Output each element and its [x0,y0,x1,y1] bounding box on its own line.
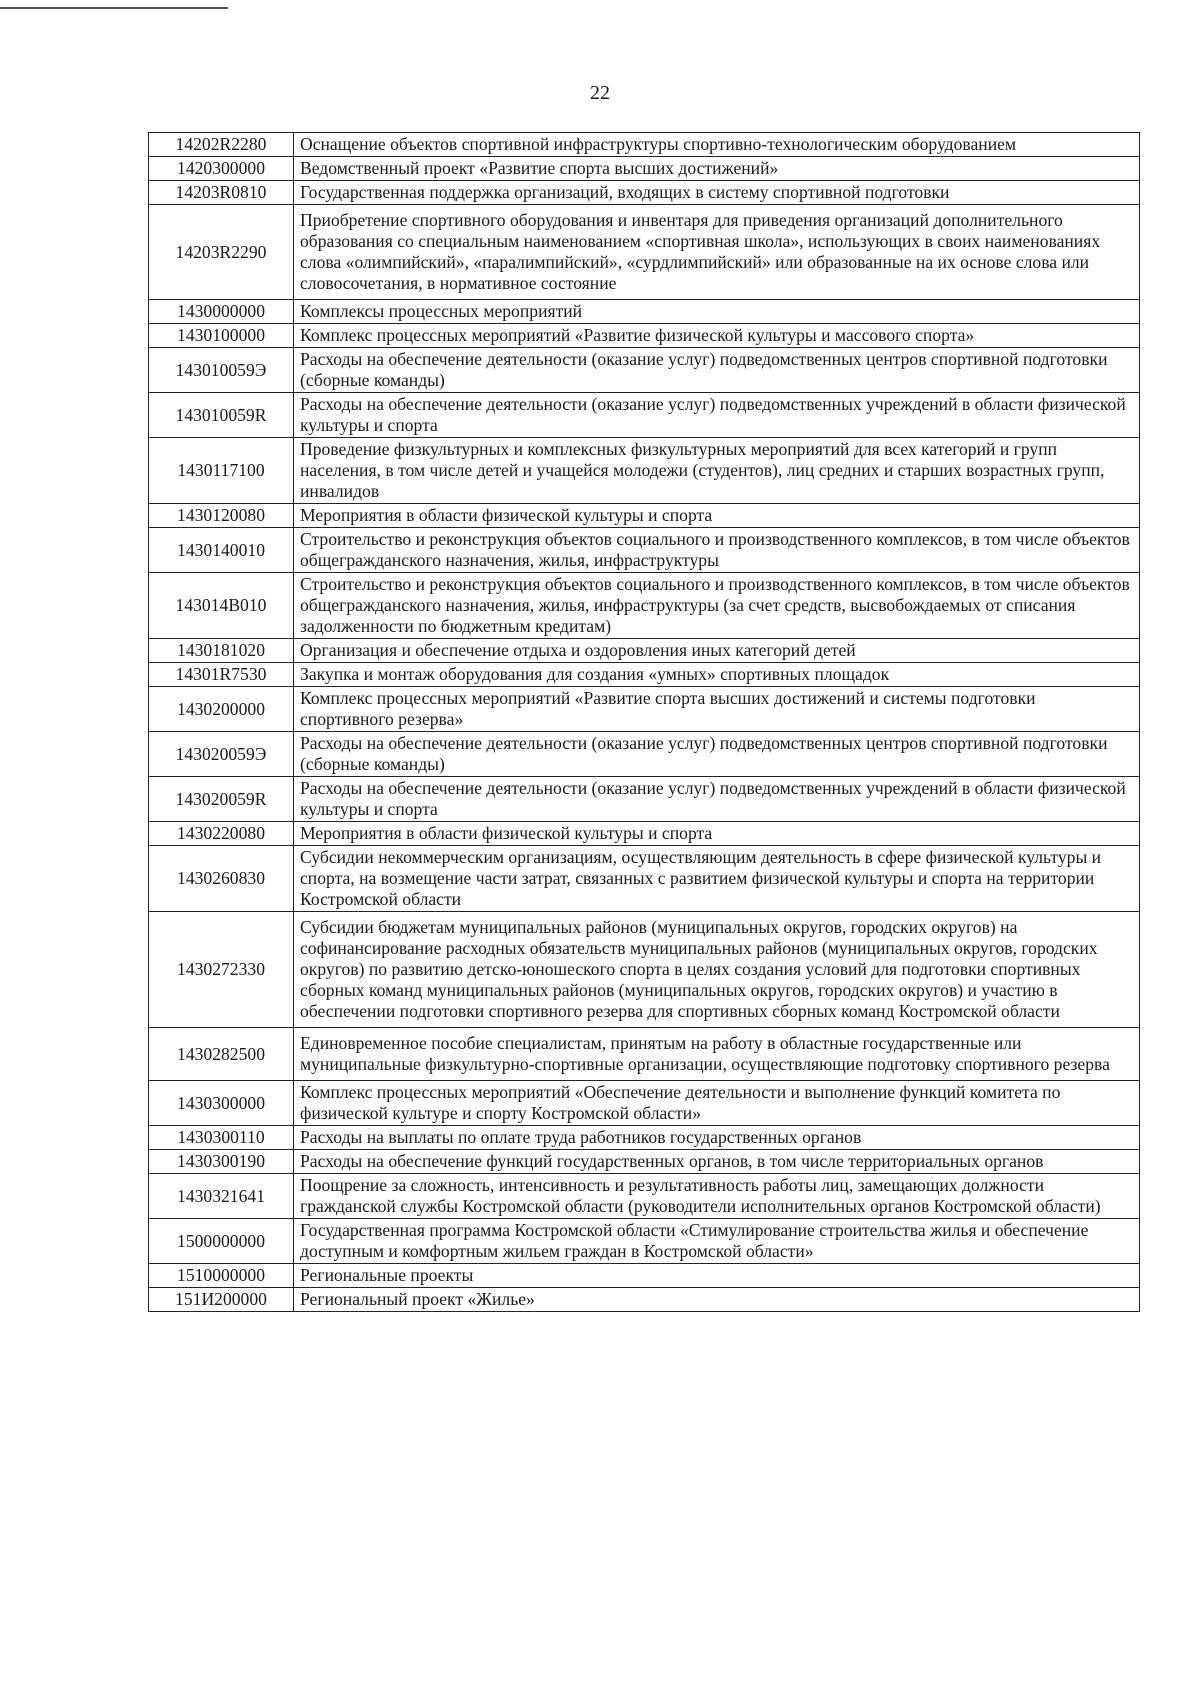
row-code: 1500000000 [149,1219,294,1264]
row-code: 1420300000 [149,157,294,181]
row-code: 143020059R [149,777,294,822]
table-row [149,1081,1140,1126]
row-name: Расходы на обеспечение деятельности (оказание услуг) подведомственных учреждений в области физической культуры и спорта [294,393,1140,438]
scan-edge-mark [0,7,228,9]
row-name: Государственная поддержка организаций, входящих в систему спортивной подготовки [294,181,1140,205]
row-code: 14202R2280 [149,133,294,157]
table-body [149,133,1140,1312]
row-name: Мероприятия в области физической культуры и спорта [294,504,1140,528]
row-code: 1430000000 [149,300,294,324]
row-name: Поощрение за сложность, интенсивность и результативность работы лиц, замещающих должности гражданской службы Костромской области (руководители исполнительных органов Костромской области) [294,1174,1140,1219]
table-row [149,687,1140,732]
table-row [149,822,1140,846]
table-row [149,528,1140,573]
row-code: 1430300000 [149,1081,294,1126]
row-code: 151И200000 [149,1288,294,1312]
row-code: 14203R0810 [149,181,294,205]
table-row [149,1288,1140,1312]
row-code: 1430120080 [149,504,294,528]
table-row [149,133,1140,157]
row-name: Комплекс процессных мероприятий «Развитие физической культуры и массового спорта» [294,324,1140,348]
table-row [149,438,1140,504]
table-row [149,1126,1140,1150]
row-code: 143020059Э [149,732,294,777]
table-row [149,912,1140,1028]
row-code: 1510000000 [149,1264,294,1288]
row-name: Комплексы процессных мероприятий [294,300,1140,324]
row-name: Единовременное пособие специалистам, принятым на работу в областные государственные или муниципальные физкультурно-спортивные организации, осуществляющие подготовку спортивного резерва [294,1028,1140,1081]
row-name: Субсидии бюджетам муниципальных районов (муниципальных округов, городских округов) на софинансирование расходных обязательств муниципальных районов (муниципальных округов, городских округов) по развитию детско-юношеского спорта в целях создания условий для подготовки спортивных сборных команд муниципальных районов (муниципальных округов, городских округов) и участию в обеспечении подготовки спортивного резерва для спортивных сборных команд Костромской области [294,912,1140,1028]
row-code: 1430282500 [149,1028,294,1081]
table-row [149,348,1140,393]
row-code: 1430140010 [149,528,294,573]
table-row [149,1028,1140,1081]
row-name: Региональный проект «Жилье» [294,1288,1140,1312]
row-name: Мероприятия в области физической культуры и спорта [294,822,1140,846]
row-code: 1430300110 [149,1126,294,1150]
table-row [149,1264,1140,1288]
row-code: 1430200000 [149,687,294,732]
budget-classification-table [148,132,1140,1312]
row-name: Строительство и реконструкция объектов социального и производственного комплексов, в том числе объектов общегражданского назначения, жилья, инфраструктуры (за счет средств, высвобождаемых от списания задолженности по бюджетным кредитам) [294,573,1140,639]
row-name: Проведение физкультурных и комплексных физкультурных мероприятий для всех категорий и групп населения, в том числе детей и учащейся молодежи (студентов), лиц средних и старших возрастных групп, инвалидов [294,438,1140,504]
row-code: 1430321641 [149,1174,294,1219]
row-name: Расходы на обеспечение деятельности (оказание услуг) подведомственных центров спортивной подготовки (сборные команды) [294,348,1140,393]
table-row [149,1150,1140,1174]
table-row [149,846,1140,912]
row-name: Региональные проекты [294,1264,1140,1288]
table-row [149,205,1140,300]
row-code: 1430220080 [149,822,294,846]
row-name: Организация и обеспечение отдыха и оздоровления иных категорий детей [294,639,1140,663]
table-row [149,324,1140,348]
row-code: 1430260830 [149,846,294,912]
row-name: Комплекс процессных мероприятий «Развитие спорта высших достижений и системы подготовки спортивного резерва» [294,687,1140,732]
table-row [149,504,1140,528]
row-name: Государственная программа Костромской области «Стимулирование строительства жилья и обеспечение доступным и комфортным жильем граждан в Костромской области» [294,1219,1140,1264]
page-number: 22 [590,82,610,104]
table-row [149,777,1140,822]
row-code: 14203R2290 [149,205,294,300]
table-row [149,300,1140,324]
row-code: 1430117100 [149,438,294,504]
table-row [149,732,1140,777]
row-name: Строительство и реконструкция объектов социального и производственного комплексов, в том числе объектов общегражданского назначения, жилья, инфраструктуры [294,528,1140,573]
row-name: Оснащение объектов спортивной инфраструктуры спортивно-технологическим оборудованием [294,133,1140,157]
row-code: 143010059R [149,393,294,438]
row-code: 1430300190 [149,1150,294,1174]
row-code: 1430181020 [149,639,294,663]
row-name: Расходы на выплаты по оплате труда работников государственных органов [294,1126,1140,1150]
row-name: Ведомственный проект «Развитие спорта высших достижений» [294,157,1140,181]
row-code: 14301R7530 [149,663,294,687]
row-code: 143010059Э [149,348,294,393]
table-row [149,1174,1140,1219]
row-name: Субсидии некоммерческим организациям, осуществляющим деятельность в сфере физической культуры и спорта, на возмещение части затрат, связанных с развитием физической культуры и спорта на территории Костромской области [294,846,1140,912]
table-row [149,663,1140,687]
row-name: Приобретение спортивного оборудования и инвентаря для приведения организаций дополнительного образования со специальным наименованием «спортивная школа», использующих в своих наименованиях слова «олимпийский», «паралимпийский», «сурдлимпийский» или образованные на их основе слова или словосочетания, в нормативное состояние [294,205,1140,300]
table-row [149,573,1140,639]
row-name: Закупка и монтаж оборудования для создания «умных» спортивных площадок [294,663,1140,687]
table-row [149,393,1140,438]
row-code: 143014В010 [149,573,294,639]
table-row [149,1219,1140,1264]
table-row [149,181,1140,205]
table-row [149,639,1140,663]
row-name: Расходы на обеспечение деятельности (оказание услуг) подведомственных учреждений в области физической культуры и спорта [294,777,1140,822]
table-row [149,157,1140,181]
row-code: 1430272330 [149,912,294,1028]
row-name: Расходы на обеспечение деятельности (оказание услуг) подведомственных центров спортивной подготовки (сборные команды) [294,732,1140,777]
row-code: 1430100000 [149,324,294,348]
row-name: Расходы на обеспечение функций государственных органов, в том числе территориальных органов [294,1150,1140,1174]
row-name: Комплекс процессных мероприятий «Обеспечение деятельности и выполнение функций комитета по физической культуре и спорту Костромской области» [294,1081,1140,1126]
